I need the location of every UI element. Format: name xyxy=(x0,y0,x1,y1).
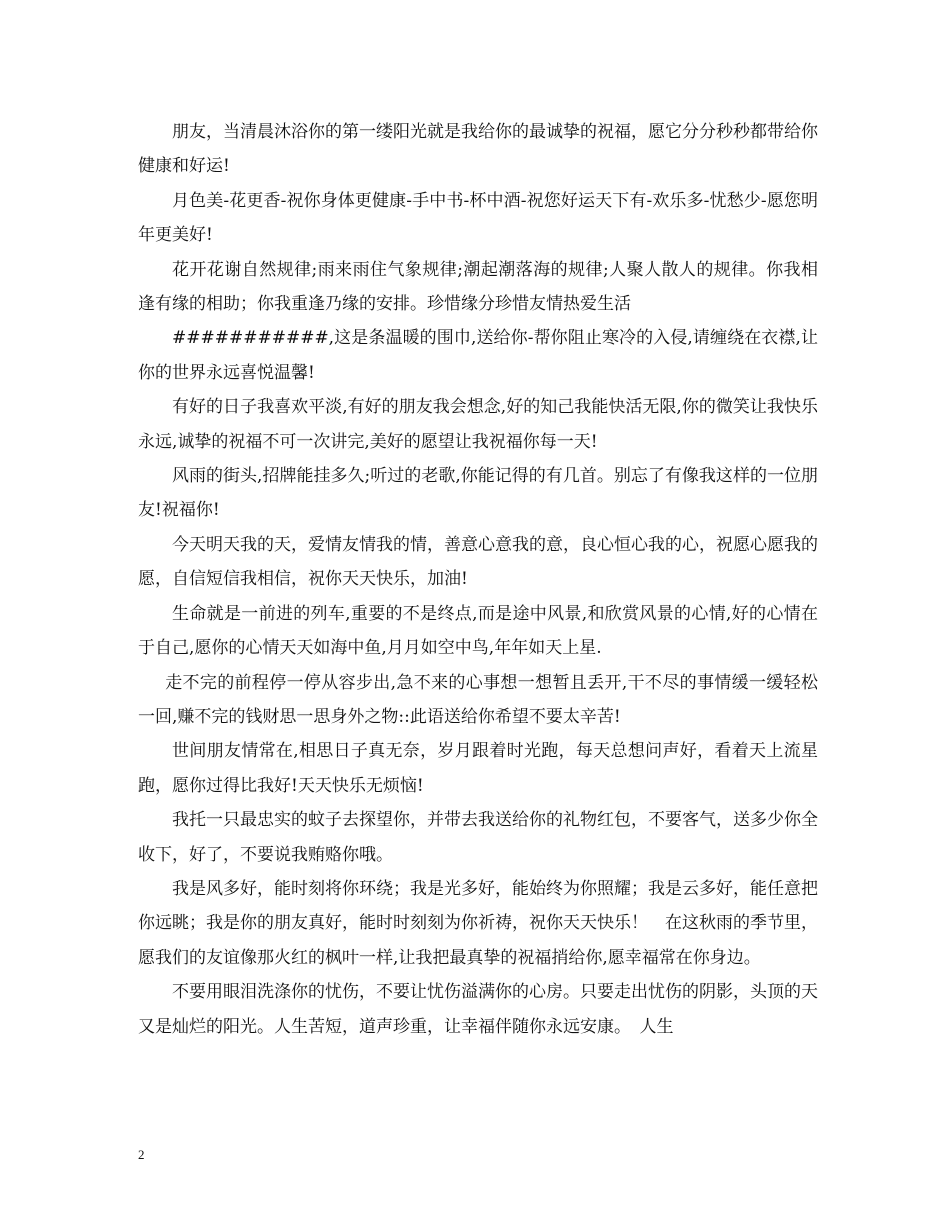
document-body xyxy=(138,115,818,1044)
paragraph: 世间朋友情常在,相思日子真无奈，岁月跟着时光跑，每天总想问声好，看着天上流星跑，愿你过得比我好!天天快乐无烦恼! xyxy=(138,741,818,796)
paragraph: 生命就是一前进的列车,重要的不是终点,而是途中风景,和欣赏风景的心情,好的心情在于自己,愿你的心情天天如海中鱼,月月如空中鸟,年年如天上星. xyxy=(138,603,818,659)
paragraph: 花开花谢自然规律;雨来雨住气象规律;潮起潮落海的规律;人聚人散人的规律。你我相逢有缘的相助；你我重逢乃缘的安排。珍惜缘分珍惜友情热爱生活 xyxy=(138,259,818,315)
paragraph: 风雨的街头,招牌能挂多久;听过的老歌,你能记得的有几首。别忘了有像我这样的一位朋友!祝福你! xyxy=(138,466,818,521)
page-number: 2 xyxy=(138,1147,145,1162)
paragraph: 今天明天我的天，爱情友情我的情，善意心意我的意，良心恒心我的心，祝愿心愿我的愿，自信短信我相信，祝你天天快乐，加油! xyxy=(138,534,818,590)
paragraph: 有好的日子我喜欢平淡,有好的朋友我会想念,好的知己我能快活无限,你的微笑让我快乐永远,诚挚的祝福不可一次讲完,美好的愿望让我祝福你每一天! xyxy=(138,397,818,452)
paragraph: 不要用眼泪洗涤你的忧伤，不要让忧伤溢满你的心房。只要走出忧伤的阴影，头顶的天又是灿烂的阳光。人生苦短，道声珍重，让幸福伴随你永远安康。 人生 xyxy=(138,982,818,1037)
paragraph: 朋友，当清晨沐浴你的第一缕阳光就是我给你的最诚挚的祝福，愿它分分秒秒都带给你健康和好运! xyxy=(138,122,818,177)
paragraph: 我是风多好，能时刻将你环绕；我是光多好，能始终为你照耀；我是云多好，能任意把你远眺；我是你的朋友真好，能时时刻刻为你祈祷，祝你天天快乐！ 在这秋雨的季节里，愿我们的友谊像那火红的枫叶一样,让我把最真挚的祝福捎给你,愿幸福常在你身边。 xyxy=(138,878,818,968)
paragraph: 我托一只最忠实的蚊子去探望你，并带去我送给你的礼物红包，不要客气，送多少你全收下，好了，不要说我贿赂你哦。 xyxy=(138,810,818,865)
paragraph: ###########,这是条温暖的围巾,送给你-帮你阻止寒冷的入侵,请缠绕在衣襟,让你的世界永远喜悦温馨! xyxy=(138,328,818,383)
paragraph: 月色美-花更香-祝你身体更健康-手中书-杯中酒-祝您好运天下有-欢乐多-忧愁少-愿您明年更美好! xyxy=(138,190,818,246)
paragraph: 走不完的前程停一停从容步出,急不来的心事想一想暂且丢开,干不尽的事情缓一缓轻松一回,赚不完的钱财思一思身外之物::此语送给你希望不要太辛苦! xyxy=(138,672,818,727)
